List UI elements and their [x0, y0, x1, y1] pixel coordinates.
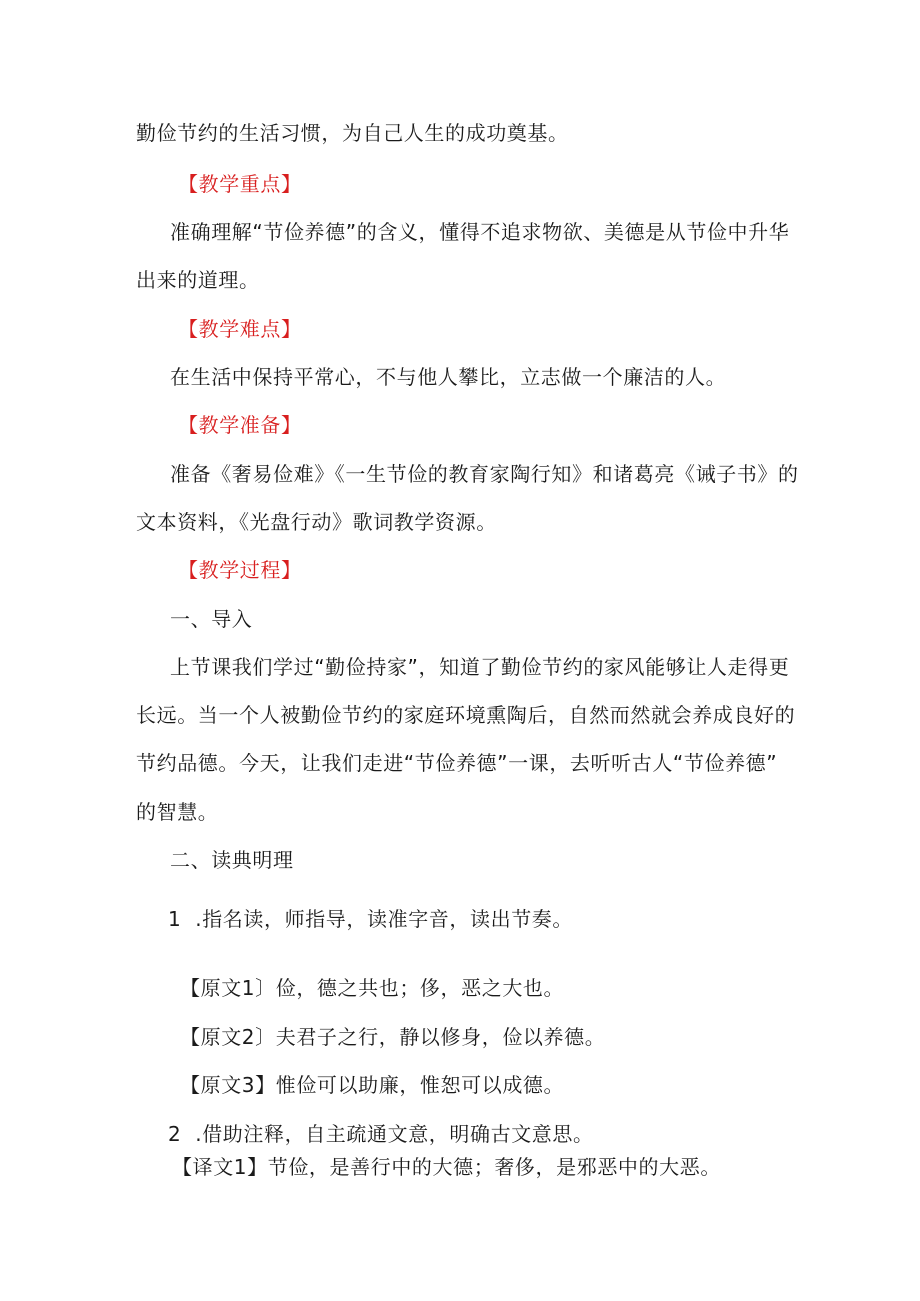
list-item-1 — [168, 907, 573, 931]
subsection-heading-intro: 一、导入 — [170, 607, 253, 631]
list-item-2 — [168, 1122, 594, 1146]
list-item-text: .借助注释，自主疏通文意，明确古文意思。 — [195, 1122, 594, 1146]
paragraph-line: 节约品德。今天，让我们走进“节俭养德”一课，去听听古人“节俭养德” — [136, 751, 778, 775]
paragraph-line: 上节课我们学过“勤俭持家”，知道了勤俭节约的家风能够让人走得更 — [170, 655, 790, 679]
list-item-text: .指名读，师指导，读准字音，读出节奏。 — [195, 907, 574, 931]
paragraph-line: 在生活中保持平常心，不与他人攀比，立志做一个廉洁的人。 — [170, 365, 727, 389]
subsection-heading-reading-classics: 二、读典明理 — [170, 848, 294, 872]
paragraph-line: 长远。当一个人被勤俭节约的家庭环境熏陶后，自然而然就会养成良好的 — [136, 703, 796, 727]
original-text-2: 【原文2〕夫君子之行，静以修身，俭以养德。 — [180, 1025, 606, 1049]
original-text-1: 【原文1〕俭，德之共也；侈，恶之大也。 — [180, 976, 565, 1000]
paragraph-line: 出来的道理。 — [136, 268, 260, 292]
paragraph-line: 的智慧。 — [136, 800, 219, 824]
paragraph-line: 准备《奢易俭难》《一生节俭的教育家陶行知》和诸葛亮《诫子书》的 — [170, 462, 799, 486]
paragraph-line: 勤俭节约的生活习惯，为自己人生的成功奠基。 — [136, 121, 569, 145]
section-heading-teaching-process: 【教学过程】 — [178, 558, 302, 582]
list-number: 1 — [168, 907, 182, 931]
list-number: 2 — [168, 1122, 182, 1146]
section-heading-teaching-preparation: 【教学准备】 — [178, 413, 302, 437]
paragraph-line: 准确理解“节俭养德”的含义，懂得不追求物欲、美德是从节俭中升华 — [170, 220, 790, 244]
section-heading-teaching-difficulty: 【教学难点】 — [178, 317, 302, 341]
translation-text-1: 【译文1】节俭，是善行中的大德；奢侈，是邪恶中的大恶。 — [172, 1155, 721, 1179]
section-heading-teaching-focus: 【教学重点】 — [178, 172, 302, 196]
original-text-3: 【原文3】惟俭可以助廉，惟恕可以成德。 — [180, 1073, 565, 1097]
paragraph-line: 文本资料，《光盘行动》歌词教学资源。 — [136, 510, 497, 534]
